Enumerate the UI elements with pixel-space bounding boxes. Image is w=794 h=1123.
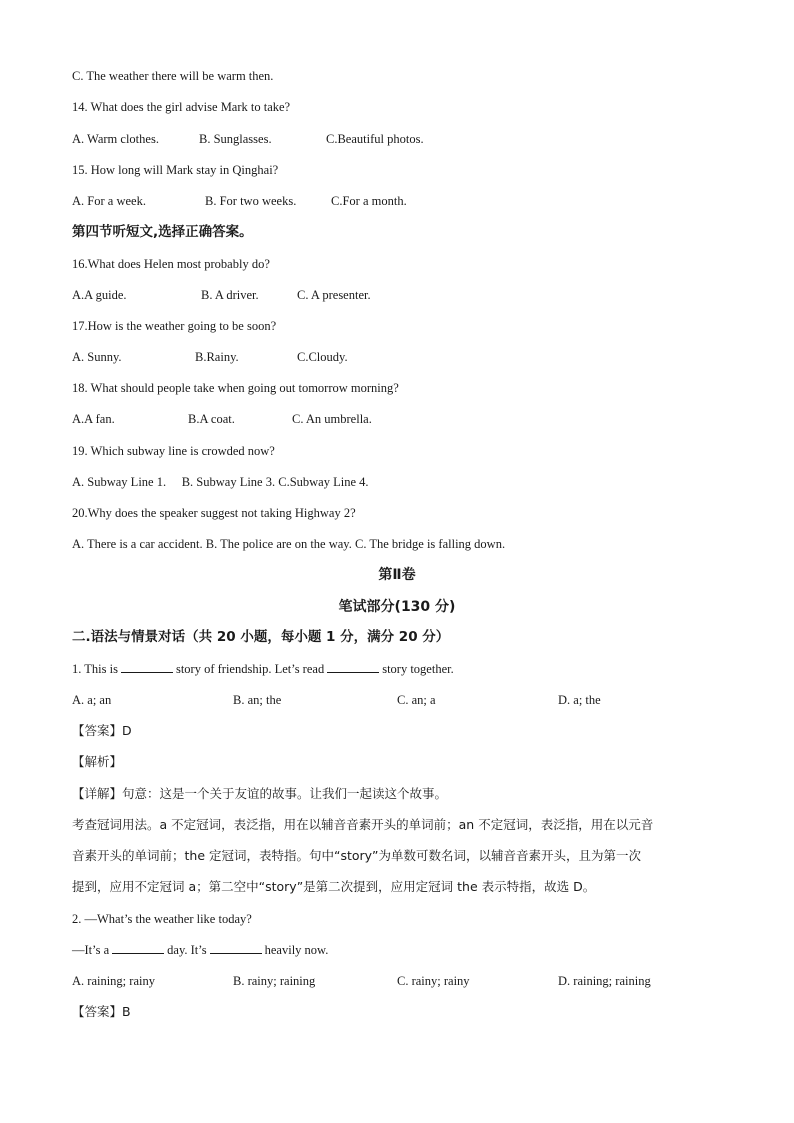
- question-14: 14. What does the girl advise Mark to take?: [72, 100, 291, 114]
- option-c: C.Cloudy.: [297, 350, 348, 364]
- option-c: C.Beautiful photos.: [326, 132, 424, 146]
- question-18: 18. What should people take when going out tomorrow morning?: [72, 381, 399, 395]
- answer-blank: [121, 661, 173, 673]
- written-part-title: 笔试部分(130 分): [338, 599, 456, 615]
- option-a: A. Warm clothes.: [72, 132, 159, 146]
- dialogue-line: [72, 942, 328, 958]
- answer-label: 【答案】B: [72, 1004, 131, 1019]
- question-20: 20.Why does the speaker suggest not taking Highway 2?: [72, 506, 356, 520]
- detail-text: 【详解】句意：这是一个关于友谊的故事。让我们一起读这个故事。: [72, 786, 448, 801]
- option-line: C. The weather there will be warm then.: [72, 69, 274, 83]
- question-text: heavily now.: [264, 943, 329, 957]
- explanation-text: 音素开头的单词前；the 定冠词，表特指。句中“story”为单数可数名词，以辅音音素开头，且为第一次: [72, 848, 642, 863]
- question-text: day. It’s: [167, 943, 207, 957]
- option-b: B.A coat.: [188, 412, 235, 426]
- question-text: 1. This is: [72, 662, 118, 676]
- options-19: A. Subway Line 1. B. Subway Line 3. C.Subway Line 4.: [72, 475, 369, 489]
- answer-blank: [210, 942, 262, 954]
- option-d: D. a; the: [558, 693, 601, 707]
- option-a: A. For a week.: [72, 194, 146, 208]
- volume-title: 第Ⅱ卷: [378, 567, 416, 583]
- option-a: A.A guide.: [72, 288, 127, 302]
- analysis-label: 【解析】: [72, 754, 123, 769]
- answer-blank: [112, 942, 164, 954]
- grammar-question-2: 2. —What’s the weather like today?: [72, 912, 252, 926]
- question-text: story together.: [382, 662, 454, 676]
- section-heading: 二.语法与情景对话（共 20 小题，每小题 1 分，满分 20 分）: [72, 629, 450, 645]
- section-heading: 第四节听短文,选择正确答案。: [72, 224, 253, 240]
- question-15: 15. How long will Mark stay in Qinghai?: [72, 163, 279, 177]
- option-c: C. an; a: [397, 693, 436, 707]
- option-b: B.Rainy.: [195, 350, 239, 364]
- question-text: story of friendship. Let’s read: [175, 662, 325, 676]
- option-a: A. raining; rainy: [72, 974, 155, 988]
- option-b: B. rainy; raining: [233, 974, 316, 988]
- option-c: C. rainy; rainy: [397, 974, 470, 988]
- option-a: A. a; an: [72, 693, 112, 707]
- option-a: A.A fan.: [72, 412, 115, 426]
- option-c: C. An umbrella.: [292, 412, 372, 426]
- option-d: D. raining; raining: [558, 974, 651, 988]
- question-16: 16.What does Helen most probably do?: [72, 257, 270, 271]
- question-text: —It’s a: [72, 943, 110, 957]
- option-b: B. an; the: [233, 693, 282, 707]
- option-b: B. For two weeks.: [205, 194, 297, 208]
- question-17: 17.How is the weather going to be soon?: [72, 319, 277, 333]
- grammar-question-1: [72, 661, 454, 677]
- options-20: A. There is a car accident. B. The police are on the way. C. The bridge is falling down.: [72, 537, 506, 551]
- explanation-text: 考查冠词用法。a 不定冠词，表泛指，用在以辅音音素开头的单词前；an 不定冠词，表泛指，用在以元音: [72, 817, 654, 832]
- option-c: C.For a month.: [331, 194, 407, 208]
- answer-label: 【答案】D: [72, 723, 132, 738]
- option-b: B. A driver.: [201, 288, 259, 302]
- option-a: A. Sunny.: [72, 350, 122, 364]
- explanation-text: 提到，应用不定冠词 a；第二空中“story”是第二次提到，应用定冠词 the 表示特指，故选 D。: [72, 879, 596, 894]
- question-19: 19. Which subway line is crowded now?: [72, 444, 275, 458]
- option-c: C. A presenter.: [297, 288, 371, 302]
- answer-blank: [327, 661, 379, 673]
- option-b: B. Sunglasses.: [199, 132, 272, 146]
